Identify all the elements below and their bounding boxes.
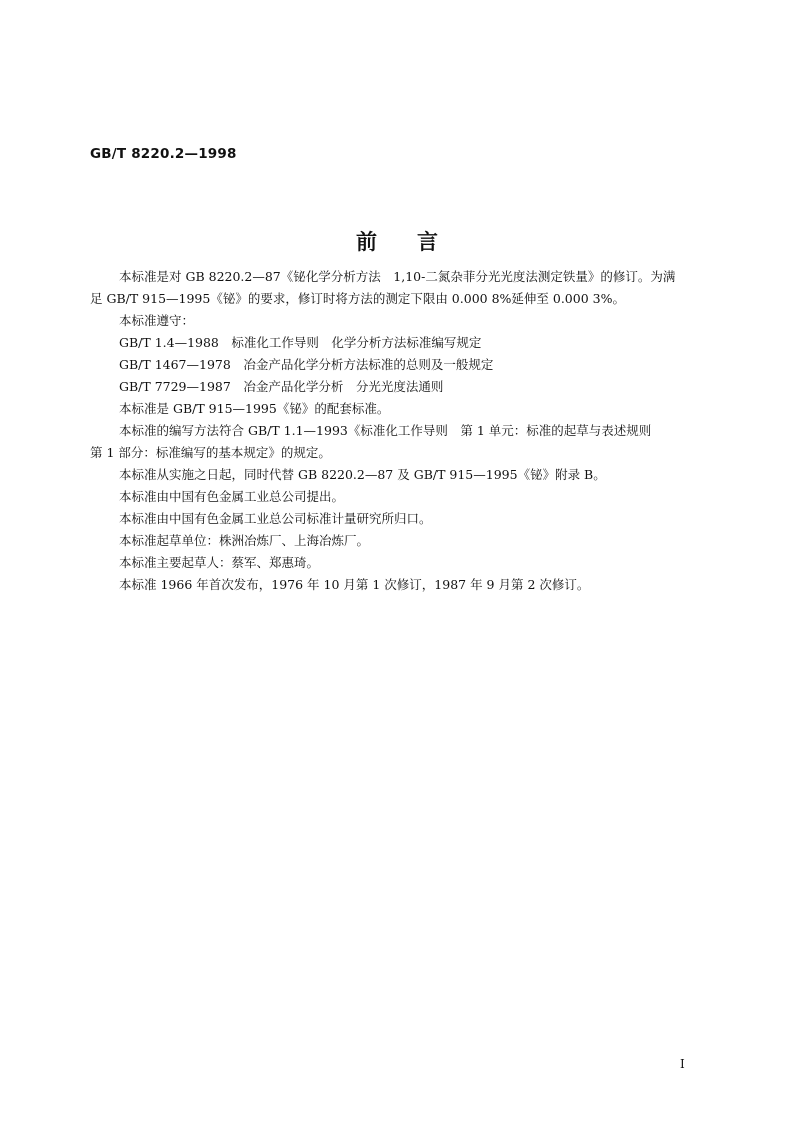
section-title: 前言 [356, 230, 478, 254]
paragraph-proposed-by: 本标准由中国有色金属工业总公司提出。 [119, 489, 345, 504]
paragraph-companion-standard: 本标准是 GB/T 915—1995《铋》的配套标准。 [119, 401, 390, 416]
paragraph-drafting-method-line2: 第 1 部分：标准编写的基本规定》的规定。 [90, 445, 331, 460]
standard-ref-1: GB/T 1.4—1988 标准化工作导则 化学分析方法标准编写规定 [119, 335, 482, 350]
paragraph-revision-line1: 本标准是对 GB 8220.2—87《铋化学分析方法 1,10-二氮杂菲分光光度法测定铁量》的修订。为满 [119, 269, 676, 284]
paragraph-administered-by: 本标准由中国有色金属工业总公司标准计量研究所归口。 [119, 511, 432, 526]
paragraph-complies-intro: 本标准遵守： [119, 313, 195, 328]
paragraph-drafting-method-line1: 本标准的编写方法符合 GB/T 1.1—1993《标准化工作导则 第 1 单元：标准的起草与表述规则 [119, 423, 652, 438]
standard-ref-2: GB/T 1467—1978 冶金产品化学分析方法标准的总则及一般规定 [119, 357, 494, 372]
standard-ref-3: GB/T 7729—1987 冶金产品化学分析 分光光度法通则 [119, 379, 444, 394]
page-number: I [680, 1057, 685, 1071]
document-code: GB/T 8220.2—1998 [90, 146, 237, 162]
paragraph-replacement: 本标准从实施之日起，同时代替 GB 8220.2—87 及 GB/T 915—1995《铋》附录 B。 [119, 467, 606, 482]
paragraph-history: 本标准 1966 年首次发布，1976 年 10 月第 1 次修订，1987 年 9 月第 2 次修订。 [119, 577, 590, 592]
foreword-body [90, 266, 706, 596]
paragraph-revision-line2: 足 GB/T 915—1995《铋》的要求，修订时将方法的测定下限由 0.000 8%延伸至 0.000 3%。 [90, 291, 625, 306]
paragraph-drafting-units: 本标准起草单位：株洲冶炼厂、上海冶炼厂。 [119, 533, 370, 548]
paragraph-drafters: 本标准主要起草人：蔡军、郑惠琦。 [119, 555, 320, 570]
